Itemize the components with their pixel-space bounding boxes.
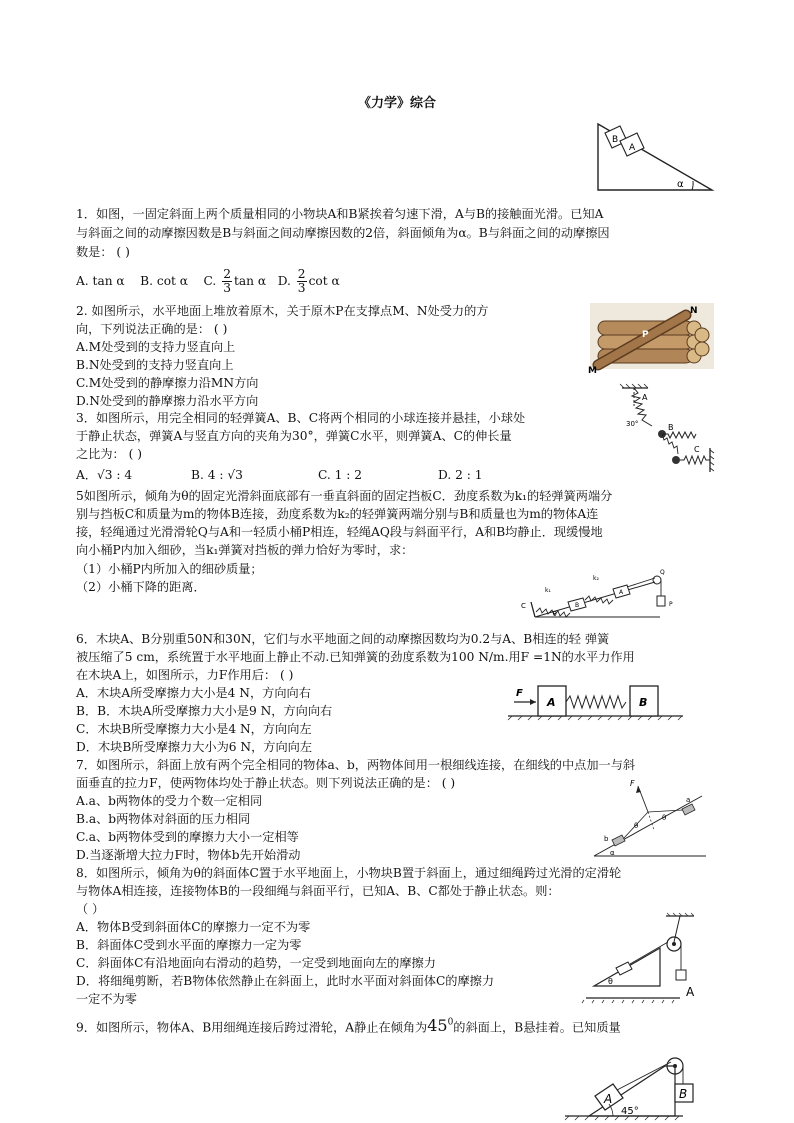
q1-option-d-denominator: 3: [297, 281, 306, 295]
q1-fig-label-a: A: [629, 143, 636, 153]
q9-stem-part1: 9．如图所示，物体A、B用细绳连接后跨过滑轮，A静止在倾角为: [76, 1020, 428, 1035]
q7-fig-label-theta2: θ: [662, 814, 667, 822]
q1-option-d-numerator: 2: [297, 267, 306, 281]
q3-option-b: B. 4 : √3: [191, 468, 243, 482]
q8-option-d1: D．将细绳剪断，若B物体依然静止在斜面上，此时水平面对斜面体C的摩擦力: [76, 974, 495, 988]
q9-fig-label-45: 45°: [621, 1106, 639, 1117]
q1-stem-line2: 与斜面之间的动摩擦因数是B与斜面之间动摩擦因数的2倍，斜面倾角为α。B与斜面之间的动摩擦因: [76, 226, 610, 240]
q6-fig-label-b: B: [639, 696, 648, 709]
q2-fig-label-m: M: [588, 366, 597, 376]
q5-sub1: （1）小桶P内所加入的细砂质量；: [76, 562, 263, 576]
q5-stem-line3: 接，轻绳通过光滑滑轮Q与A和一轻质小桶P相连，轻绳AQ段与斜面平行，A和B均静止．现缓慢地: [76, 525, 603, 539]
q6-stem-line3: 在木块A上，如图所示，力F作用后： ( ): [76, 668, 294, 682]
q9-stem-line1: [76, 1014, 621, 1036]
q1-option-c-func: tan α: [233, 274, 267, 288]
q8-pulley-figure: [580, 912, 710, 1012]
q7-option-c: C.a、b两物体受到的摩擦力大小一定相等: [76, 830, 299, 844]
q8-stem-line1: 8．如图所示，倾角为θ的斜面体C置于水平地面上，小物块B置于斜面上，通过细绳跨过光滑的定滑轮: [76, 866, 622, 880]
q1-option-d-fraction: [297, 268, 307, 295]
q5-fig-label-p: P: [669, 601, 673, 608]
q1-option-a: A. tan α: [76, 274, 125, 288]
q3-stem-line3: 之比为： ( ): [76, 447, 143, 461]
q6-option-b: B．B．木块A所受摩擦力大小是9 N，方向向右: [76, 704, 333, 718]
q3-option-d: D. 2 : 1: [438, 468, 483, 482]
q2-stem-line2: 向，下列说法正确的是： ( ): [76, 322, 228, 336]
q6-fig-label-f: F: [516, 688, 523, 699]
q7-fig-label-f: F: [630, 779, 635, 788]
q8-fig-label-a: A: [686, 985, 695, 999]
q7-fig-label-b: b: [604, 835, 609, 843]
q1-option-c-label: C.: [203, 274, 217, 288]
q8-option-c: C．斜面体C有沿地面向右滑动的趋势，一定受到地面向左的摩擦力: [76, 956, 436, 970]
q3-fig-label-a: A: [642, 393, 648, 402]
q3-fig-label-30: 30°: [626, 420, 639, 428]
q1-option-d-label: D.: [277, 274, 291, 288]
q3-stem-line2: 于静止状态，弹簧A与竖直方向的夹角为30°，弹簧C水平，则弹簧A、C的伸长量: [76, 429, 512, 443]
q2-fig-label-p: P: [642, 330, 649, 340]
q1-incline-figure: [580, 120, 720, 195]
q9-fig-label-a: A: [604, 1092, 613, 1106]
q5-incline-figure: [505, 562, 695, 622]
q1-option-d-func: cot α: [308, 274, 340, 288]
q5-sub2: （2）小桶下降的距离．: [76, 580, 206, 594]
q8-fig-label-theta: θ: [608, 977, 613, 986]
q1-stem-line1: 1．如图，一固定斜面上两个质量相同的小物块A和B紧挨着匀速下滑，A与B的接触面光滑。已知A: [76, 207, 604, 221]
q5-stem-line2: 别与挡板C和质量为m的物体B连接，劲度系数为k₂的轻弹簧两端分别与B和质量也为m的物体A连: [76, 507, 599, 521]
page-title: 《力学》综合: [357, 96, 436, 111]
q6-fig-label-a: A: [547, 696, 556, 709]
q5-fig-label-b: B: [575, 602, 580, 609]
q7-option-b: B.a、b两物体对斜面的压力相同: [76, 812, 251, 826]
q3-option-c: C. 1 : 2: [318, 468, 363, 482]
q5-fig-label-c: C: [521, 602, 526, 610]
q5-stem-line4: 向小桶P内加入细砂，当k₁弹簧对挡板的弹力恰好为零时，求：: [76, 543, 414, 557]
q6-stem-line2: 被压缩了5 cm，系统置于水平地面上静止不动.已知弹簧的劲度系数为100 N/m.用F =1N的水平力作用: [76, 650, 635, 664]
q8-option-b: B．斜面体C受到水平面的摩擦力一定为零: [76, 938, 302, 952]
q6-blocks-figure: [508, 680, 688, 720]
q8-stem-line3: （ ）: [76, 902, 105, 916]
q2-logs-figure: [588, 303, 714, 376]
q6-option-c: C．木块B所受摩擦力大小是4 N，方向向左: [76, 722, 312, 736]
q2-fig-label-n: N: [690, 306, 698, 316]
q9-angle-value: 45: [427, 1016, 448, 1036]
q2-option-a: A.M处受到的支持力竖直向上: [76, 340, 236, 354]
q7-fig-label-a: a: [686, 796, 691, 804]
q9-angle-degree: 0: [447, 1018, 454, 1028]
q1-options: [76, 266, 340, 296]
q8-option-a: A．物体B受到斜面体C的摩擦力一定不为零: [76, 920, 311, 934]
q7-fig-label-alpha: α: [610, 849, 615, 857]
q2-option-b: B.N处受到的支持力竖直向上: [76, 358, 234, 372]
q1-option-b: B. cot α: [140, 274, 189, 288]
q7-fig-label-theta1: θ: [634, 822, 639, 830]
q1-option-c-numerator: 2: [223, 267, 231, 281]
q2-option-c: C.M处受到的静摩擦力沿MN方向: [76, 376, 259, 390]
q1-fig-label-b: B: [612, 135, 619, 145]
q5-fig-label-a: A: [619, 589, 624, 596]
q3-fig-label-c: C: [694, 445, 700, 454]
q5-fig-label-k2: k₂: [593, 575, 599, 582]
q7-option-d: D.当逐渐增大拉力F时，物体b先开始滑动: [76, 848, 301, 862]
q7-option-a: A.a、b两物体的受力个数一定相同: [76, 794, 263, 808]
q2-stem-line1: 2. 如图所示，水平地面上堆放着原木，关于原木P在支撑点M、N处受力的方: [76, 304, 489, 318]
q5-fig-label-theta: θ: [553, 611, 557, 618]
q9-fig-label-b: B: [679, 1087, 688, 1101]
q5-fig-label-q: Q: [660, 569, 665, 576]
q9-pulley-figure: [565, 1052, 700, 1120]
q7-stem-line1: 7．如图所示，斜面上放有两个完全相同的物体a、b，两物体间用一根细线连接，在细线的中点加一与斜: [76, 758, 636, 772]
q8-option-d2: 一定不为零: [76, 992, 137, 1006]
q2-option-d: D.N处受到的静摩擦力沿水平方向: [76, 394, 259, 408]
q9-angle: [427, 1016, 453, 1035]
q7-incline-figure: [590, 778, 710, 860]
q3-option-a: A．√3 : 4: [76, 468, 133, 482]
q6-stem-line1: 6．木块A、B分别重50N和30N，它们与水平地面之间的动摩擦因数均为0.2与A、B相连的轻 弹簧: [76, 632, 610, 646]
q1-option-c-fraction: [222, 268, 232, 295]
q1-option-c-denominator: 3: [223, 281, 231, 295]
q3-fig-label-b: B: [668, 423, 674, 432]
q6-option-d: D．木块B所受摩擦力大小为6 N，方向向左: [76, 740, 313, 754]
q3-stem-line1: 3．如图所示，用完全相同的轻弹簧A、B、C将两个相同的小球连接并悬挂，小球处: [76, 411, 526, 425]
q9-stem-part2: 的斜面上，B悬挂着。已知质量: [453, 1020, 621, 1035]
q5-stem-line1: 5如图所示，倾角为θ的固定光滑斜面底部有一垂直斜面的固定挡板C．劲度系数为k₁的轻弹簧两端分: [76, 489, 613, 503]
q3-springs-figure: [618, 386, 718, 478]
q8-stem-line2: 与物体A相连接，连接物体B的一段细绳与斜面平行，已知A、B、C都处于静止状态。则：: [76, 884, 560, 898]
q1-fig-label-alpha: α: [677, 179, 684, 190]
q5-fig-label-k1: k₁: [545, 587, 551, 594]
q1-stem-line3: 数是： ( ): [76, 245, 130, 259]
q6-option-a: A．木块A所受摩擦力大小是4 N，方向向右: [76, 686, 311, 700]
q7-stem-line2: 面垂直的拉力F，使两物体均处于静止状态。则下列说法正确的是： ( ): [76, 776, 456, 790]
